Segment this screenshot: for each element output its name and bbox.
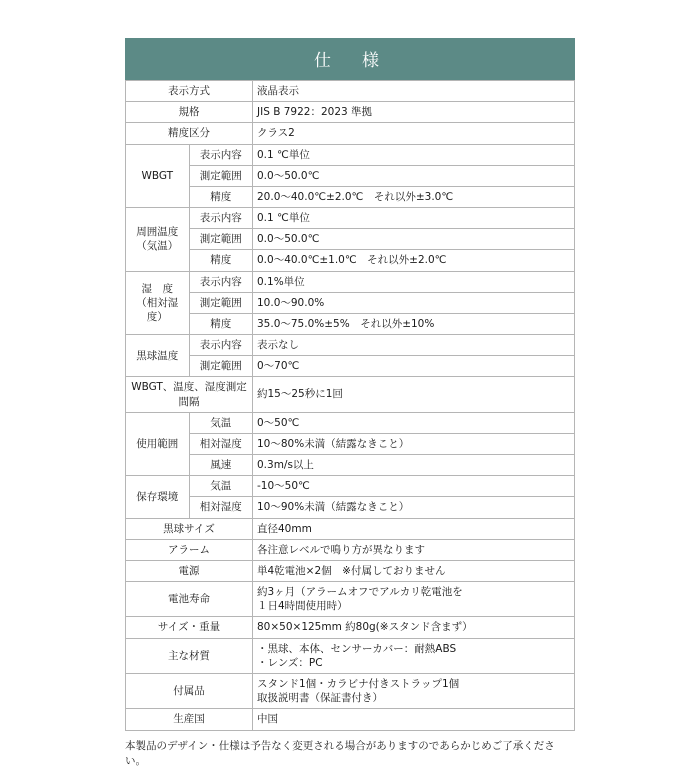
row-value: スタンド1個・カラビナ付きストラップ1個 取扱説明書（保証書付き） xyxy=(253,673,575,708)
row-value: 0.0〜50.0℃ xyxy=(253,229,575,250)
row-label: 湿 度 （相対湿度） xyxy=(126,271,190,335)
table-row xyxy=(126,617,575,638)
table-row xyxy=(126,292,575,313)
row-value: クラス2 xyxy=(253,123,575,144)
row-sublabel: 精度 xyxy=(189,250,253,271)
row-label: 黒球サイズ xyxy=(126,518,253,539)
row-sublabel: 表示内容 xyxy=(189,144,253,165)
row-sublabel: 風速 xyxy=(189,455,253,476)
table-row xyxy=(126,123,575,144)
row-label: 周囲温度 （気温） xyxy=(126,208,190,272)
table-row xyxy=(126,377,575,412)
table-row xyxy=(126,638,575,673)
row-value: 10〜90%未満（結露なきこと） xyxy=(253,497,575,518)
table-row xyxy=(126,271,575,292)
row-sublabel: 測定範囲 xyxy=(189,356,253,377)
row-value: 0.0〜40.0℃±1.0℃ それ以外±2.0℃ xyxy=(253,250,575,271)
row-value: 液晶表示 xyxy=(253,81,575,102)
row-value: 0〜70℃ xyxy=(253,356,575,377)
row-value: 約15〜25秒に1回 xyxy=(253,377,575,412)
table-row xyxy=(126,582,575,617)
row-sublabel: 精度 xyxy=(189,186,253,207)
row-sublabel: 精度 xyxy=(189,313,253,334)
table-row xyxy=(126,518,575,539)
row-sublabel: 相対湿度 xyxy=(189,433,253,454)
table-row xyxy=(126,81,575,102)
row-value: 0.1 ℃単位 xyxy=(253,144,575,165)
row-sublabel: 気温 xyxy=(189,476,253,497)
row-label: 電池寿命 xyxy=(126,582,253,617)
table-row xyxy=(126,102,575,123)
table-row xyxy=(126,673,575,708)
row-label: 規格 xyxy=(126,102,253,123)
table-row xyxy=(126,144,575,165)
row-label: 付属品 xyxy=(126,673,253,708)
row-sublabel: 相対湿度 xyxy=(189,497,253,518)
row-label: サイズ・重量 xyxy=(126,617,253,638)
row-value: 10.0〜90.0% xyxy=(253,292,575,313)
table-row xyxy=(126,229,575,250)
disclaimer-note: 本製品のデザイン・仕様は予告なく変更される場合がありますのであらかじめご了承ください。 xyxy=(125,739,555,767)
page-title: 仕 様 xyxy=(125,38,575,80)
row-value: 直径40mm xyxy=(253,518,575,539)
row-value: 10〜80%未満（結露なきこと） xyxy=(253,433,575,454)
row-label: 表示方式 xyxy=(126,81,253,102)
table-row xyxy=(126,709,575,730)
row-value: 0.3m/s以上 xyxy=(253,455,575,476)
row-label: 黒球温度 xyxy=(126,335,190,377)
table-row xyxy=(126,208,575,229)
row-value: 0〜50℃ xyxy=(253,412,575,433)
table-row xyxy=(126,335,575,356)
row-sublabel: 測定範囲 xyxy=(189,165,253,186)
row-sublabel: 表示内容 xyxy=(189,271,253,292)
row-label: WBGT、温度、湿度測定間隔 xyxy=(126,377,253,412)
row-value: 0.1 ℃単位 xyxy=(253,208,575,229)
row-label: 電源 xyxy=(126,560,253,581)
row-value: 0.0〜50.0℃ xyxy=(253,165,575,186)
row-value: -10〜50℃ xyxy=(253,476,575,497)
row-value: 80×50×125mm 約80g(※スタンド含まず） xyxy=(253,617,575,638)
row-value: 表示なし xyxy=(253,335,575,356)
row-value: 中国 xyxy=(253,709,575,730)
row-label: 主な材質 xyxy=(126,638,253,673)
row-value: ・黒球、本体、センサーカバー：耐熱ABS ・レンズ：PC xyxy=(253,638,575,673)
table-row xyxy=(126,476,575,497)
row-label: アラーム xyxy=(126,539,253,560)
table-row xyxy=(126,455,575,476)
row-sublabel: 気温 xyxy=(189,412,253,433)
row-label: 保存環境 xyxy=(126,476,190,518)
row-label: 使用範囲 xyxy=(126,412,190,476)
row-label: 生産国 xyxy=(126,709,253,730)
table-row xyxy=(126,412,575,433)
row-label: WBGT xyxy=(126,144,190,208)
row-label: 精度区分 xyxy=(126,123,253,144)
table-row xyxy=(126,186,575,207)
row-value: 0.1%単位 xyxy=(253,271,575,292)
table-row xyxy=(126,165,575,186)
row-sublabel: 表示内容 xyxy=(189,208,253,229)
row-value: 35.0〜75.0%±5% それ以外±10% xyxy=(253,313,575,334)
table-row xyxy=(126,497,575,518)
row-value: 20.0〜40.0℃±2.0℃ それ以外±3.0℃ xyxy=(253,186,575,207)
row-value: 約3ヶ月（アラームオフでアルカリ乾電池を １日4時間使用時） xyxy=(253,582,575,617)
spec-table-body xyxy=(126,81,575,731)
row-value: 単4乾電池×2個 ※付属しておりません xyxy=(253,560,575,581)
row-sublabel: 測定範囲 xyxy=(189,229,253,250)
table-row xyxy=(126,560,575,581)
row-sublabel: 測定範囲 xyxy=(189,292,253,313)
table-row xyxy=(126,250,575,271)
table-row xyxy=(126,433,575,454)
spec-sheet xyxy=(125,38,575,731)
spec-table xyxy=(125,80,575,731)
table-row xyxy=(126,313,575,334)
table-row xyxy=(126,356,575,377)
table-row xyxy=(126,539,575,560)
row-sublabel: 表示内容 xyxy=(189,335,253,356)
row-value: 各注意レベルで鳴り方が異なります xyxy=(253,539,575,560)
row-value: JIS B 7922：2023 準拠 xyxy=(253,102,575,123)
